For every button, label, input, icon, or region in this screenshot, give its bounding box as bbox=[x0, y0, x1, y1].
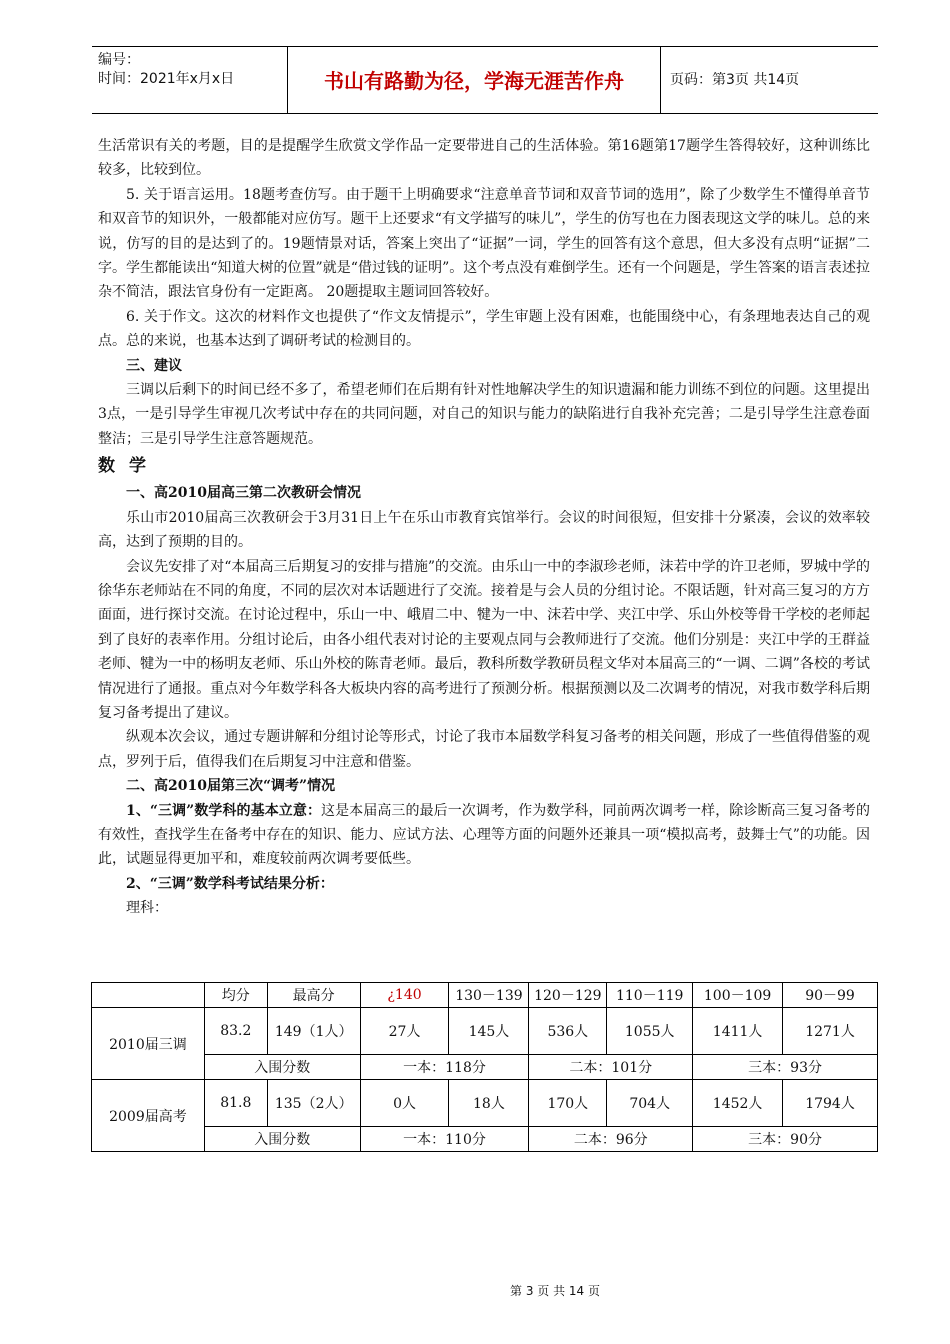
table-cell: 二本：101分 bbox=[529, 1055, 693, 1080]
table-cell: 1794人 bbox=[783, 1080, 878, 1127]
table-row bbox=[92, 1127, 878, 1152]
table-header-cell: 130－139 bbox=[449, 983, 529, 1008]
paragraph: 乐山市2010届高三次教研会于3月31日上午在乐山市教育宾馆举行。会议的时间很短，但安排十分紧凑，会议的效率较高，达到了预期的目的。 bbox=[98, 509, 870, 551]
header-divider bbox=[660, 47, 661, 113]
row-label: 2009届高考 bbox=[92, 1080, 205, 1152]
header-motto: 书山有路勤为径，学海无涯苦作舟 bbox=[324, 69, 624, 93]
table-cell: 1411人 bbox=[693, 1008, 783, 1055]
table-header-cell: 100－109 bbox=[693, 983, 783, 1008]
paragraph: 6. 关于作文。这次的材料作文也提供了“作文友情提示”，学生审题上没有困难，也能围绕中心，有条理地表达自己的观点。总的来说，也基本达到了调研考试的检测目的。 bbox=[98, 308, 870, 350]
table-caption: 理科： bbox=[126, 900, 168, 917]
paragraph: 会议先安排了对“本届高三后期复习的安排与措施”的交流。由乐山一中的李淑珍老师，沫若中学的许卫老师，罗城中学的徐华东老师站在不同的角度，不同的层次对本话题进行了交流。接着是与会人员的分组讨论。不限话题，针对高三复习的方方面面，进行探讨交流。在讨论过程中，乐山一中、峨眉二中、犍为一中、沫若中学、夹江中学、乐山外校等骨干学校的老师起到了良好的表率作用。分组讨论后，由各小组代表对讨论的主要观点同与会教师进行了交流。他们分别是：夹江中学的王群益老师、犍为一中的杨明友老师、乐山外校的陈青老师。最后，教科所数学教研员程文华对本届高三的“一调、二调”各校的考试情况进行了通报。重点对今年数学科各大板块内容的高考进行了预测分析。根据预测以及二次调考的情况，对我市数学科后期复习备考提出了建议。 bbox=[98, 558, 870, 721]
table-cell: 二本：96分 bbox=[529, 1127, 693, 1152]
page-footer: 第 3 页 共 14 页 bbox=[510, 1284, 600, 1298]
section-heading: 二、高2010届第三次“调考”情况 bbox=[126, 778, 336, 795]
table-cell bbox=[92, 983, 205, 1008]
table-header-row bbox=[92, 983, 878, 1008]
table-cell: 27人 bbox=[360, 1008, 449, 1055]
score-table bbox=[91, 982, 878, 1152]
table-cell: 170人 bbox=[529, 1080, 607, 1127]
document-body bbox=[98, 134, 870, 921]
paragraph: 生活常识有关的考题，目的是提醒学生欣赏文学作品一定要带进自己的生活体验。第16题第17题学生答得较好，这种训练比较多，比较到位。 bbox=[98, 138, 870, 179]
time-label: 时间：2021年x月x日 bbox=[98, 71, 235, 87]
table-header-cell: 最高分 bbox=[267, 983, 360, 1008]
table-cell: 三本：93分 bbox=[693, 1055, 878, 1080]
paragraph: 5. 关于语言运用。18题考查仿写。由于题干上明确要求“注意单音节词和双音节词的选用”，除了少数学生不懂得单音节和双音节的知识外，一般都能对应仿写。题干上还要求“有文学描写的味儿”，学生的仿写也在力图表现这文学的味儿。总的来说，仿写的目的是达到了的。19题情景对话，答案上突出了“证据”一词，学生的回答有这个意思，但大多没有点明“证据”二字。学生都能读出“知道大树的位置”就是“借过钱的证明”。这个考点没有难倒学生。还有一个问题是，学生答案的语言表述拉杂不简洁，跟法官身份有一定距离。 20题提取主题词回答较好。 bbox=[98, 186, 870, 301]
table-cell: 一本：118分 bbox=[360, 1055, 529, 1080]
table-header-cell: 均分 bbox=[204, 983, 267, 1008]
table-header-cell: ¿140 bbox=[360, 983, 449, 1008]
table-cell: 81.8 bbox=[204, 1080, 267, 1127]
paragraph: 三调以后剩下的时间已经不多了，希望老师们在后期有针对性地解决学生的知识遗漏和能力训练不到位的问题。这里提出3点，一是引导学生审视几次考试中存在的共同问题，对自己的知识与能力的缺陷进行自我补充完善；二是引导学生注意卷面整洁；三是引导学生注意答题规范。 bbox=[98, 382, 870, 447]
table-cell: 536人 bbox=[529, 1008, 607, 1055]
table-cell: 149（1人） bbox=[267, 1008, 360, 1055]
page-header bbox=[92, 46, 878, 114]
table-cell: 135（2人） bbox=[267, 1080, 360, 1127]
table-cell: 0人 bbox=[360, 1080, 449, 1127]
table-row bbox=[92, 1080, 878, 1127]
table-cell: 704人 bbox=[607, 1080, 693, 1127]
subject-title: 数学 bbox=[98, 456, 160, 477]
table-cell: 入围分数 bbox=[204, 1127, 360, 1152]
table-cell: 三本：90分 bbox=[693, 1127, 878, 1152]
table-cell: 145人 bbox=[449, 1008, 529, 1055]
header-page-label: 页码：第3页 共14页 bbox=[670, 72, 800, 88]
table-cell: 1271人 bbox=[783, 1008, 878, 1055]
section-heading: 一、高2010届高三第二次教研会情况 bbox=[126, 485, 361, 502]
table-row bbox=[92, 1055, 878, 1080]
table-cell: 一本：110分 bbox=[360, 1127, 529, 1152]
table-row bbox=[92, 1008, 878, 1055]
table-cell: 入围分数 bbox=[204, 1055, 360, 1080]
paragraph bbox=[98, 799, 870, 872]
table-cell: 83.2 bbox=[204, 1008, 267, 1055]
header-meta bbox=[98, 51, 284, 89]
table-header-cell: 110－119 bbox=[607, 983, 693, 1008]
row-label: 2010届三调 bbox=[92, 1008, 205, 1080]
table-cell: 18人 bbox=[449, 1080, 529, 1127]
inline-heading: 1、“三调”数学科的基本立意： bbox=[126, 802, 322, 819]
table-cell: 1452人 bbox=[693, 1080, 783, 1127]
section-heading: 2、“三调”数学科考试结果分析： bbox=[126, 875, 334, 892]
table-header-cell: 120－129 bbox=[529, 983, 607, 1008]
table-header-cell: 90－99 bbox=[783, 983, 878, 1008]
number-label: 编号： bbox=[98, 52, 140, 68]
paragraph: 纵观本次会议，通过专题讲解和分组讨论等形式，讨论了我市本届数学科复习备考的相关问题，形成了一些值得借鉴的观点，罗列于后，值得我们在后期复习中注意和借鉴。 bbox=[98, 729, 870, 770]
inline-text: 这是本届高三的最后一次调考，作为数学科，同前两次调考一样，除诊断高三复习备考的有效性，查找学生在备考中存在的知识、能力、应试方法、心理等方面的问题外还兼具一项“模拟高考，鼓舞士气”的功能。因此，试题显得更加平和，难度较前两次调考要低些。 bbox=[98, 802, 870, 868]
table-cell: 1055人 bbox=[607, 1008, 693, 1055]
section-heading: 三、建议 bbox=[126, 357, 182, 374]
